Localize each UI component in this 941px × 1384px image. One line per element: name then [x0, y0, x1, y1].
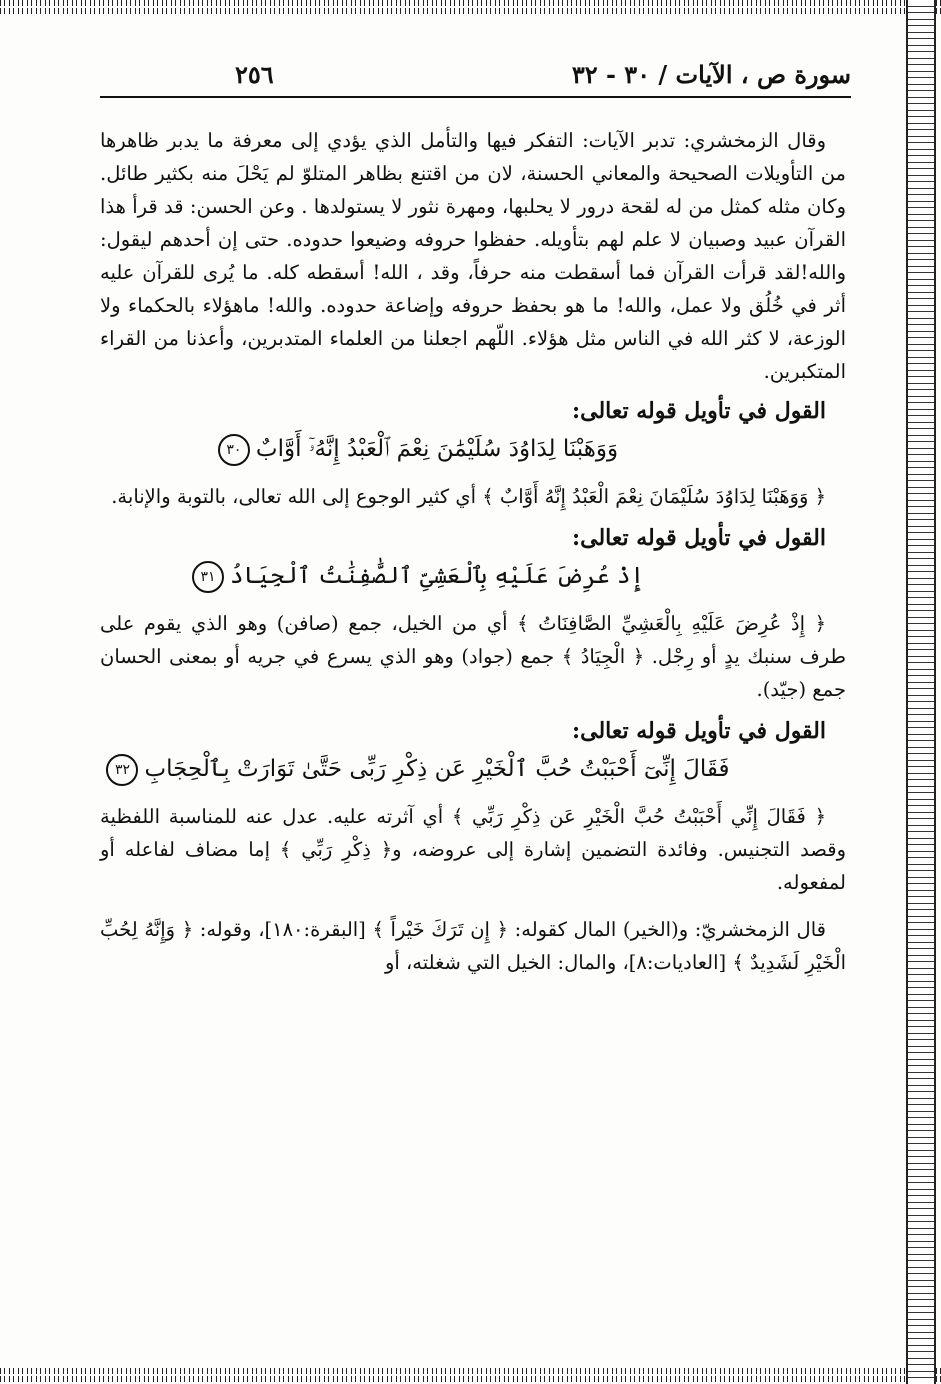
heading-verse-30: القول في تأويل قوله تعالى: — [572, 398, 826, 424]
top-ornamental-border — [0, 0, 941, 14]
verse-number-32-marker: ٣٢ — [106, 754, 138, 786]
header-title: سورة ص ، الآيات / ٣٠ - ٣٢ — [571, 60, 851, 89]
heading-verse-32: القول في تأويل قوله تعالى: — [572, 718, 826, 744]
running-header — [100, 54, 871, 94]
quran-verse-31 — [100, 561, 846, 593]
right-ornamental-border — [906, 0, 936, 1384]
paragraph-verse-32-commentary: ﴿ فَقَالَ إِنِّي أَحْبَبْتُ حُبَّ الْخَيْرِ عَن ذِكْرِ رَبِّي ﴾ أي آثرته عليه. عدل عنه للمناسبة اللفظية وقصد التجنيس. وفائدة التضمين إشارة إلى عروضه، و﴿ ذِكْرِ رَبِّي ﴾ إما مضاف لفاعله أو لمفعوله. — [100, 805, 846, 894]
paragraph-verse-31-commentary: ﴿ إِذْ عُرِضَ عَلَيْهِ بِالْعَشِيِّ الصَّافِنَاتُ ﴾ أي من الخيل، جمع (صافن) وهو الذي يقوم على طرف سنبك يدٍ أو رِجْل. ﴿ الْجِيَادُ ﴾ جمع (جواد) وهو الذي يسرع في جريه أو بمعنى الحسان جمع (جيّد). — [100, 612, 846, 701]
verse-30-text: وَوَهَبْنَا لِدَاوُدَ سُلَيْمَٰنَ نِعْمَ ٱلْعَبْدُ إِنَّهُۥٓ أَوَّابٌ — [255, 436, 619, 462]
paragraph-zamakhshari-tadabbur: وقال الزمخشري: تدبر الآيات: التفكر فيها والتأمل الذي يؤدي إلى معرفة ما يدبر ظاهرها من التأويلات الصحيحة والمعاني الحسنة، لان من اقتنع بظاهر المتلوّ لم يَحْلَ منه بكثير طائل. وكان مثله كمثل من له لقحة درور لا يحلبها، ومهرة نثور لا يستولدها . وعن الحسن: قد قرأ هذا القرآن عبيد وصبيان لا علم لهم بتأويله. حفظوا حروفه وضيعوا حدوده. حتى إن أحدهم ليقول: والله!لقد قرأت القرآن فما أسقطت منه حرفاً، وقد ، الله! أسقطه كله. ما يُرى للقرآن عليه أثر في خُلُق ولا عمل، والله! ما هو بحفظ حروفه وإضاعة حدوده. والله! ماهؤلاء بالحكماء ولا الوزعة، لا كثر الله في الناس مثل هؤلاء. اللّهم اجعلنا من العلماء المتدبرين، وأعذنا من القراء المتكبرين. — [100, 129, 846, 383]
paragraph-verse-30-commentary: ﴿ وَوَهَبْنَا لِدَاوُدَ سُلَيْمَانَ نِعْمَ الْعَبْدُ إِنَّهُ أَوَّابٌ ﴾ أي كثير الوجوع إلى الله تعالى، بالتوبة والإنابة. — [111, 485, 826, 508]
verse-31-text: إِذْ عُرِضَ عَلَيْهِ بِٱلْعَشِىِّ ٱلصَّٰفِنَٰتُ ٱلْجِيَادُ — [230, 563, 644, 589]
quran-verse-32 — [100, 754, 846, 786]
bottom-ornamental-border — [0, 1368, 941, 1382]
verse-32-text: فَقَالَ إِنِّىٓ أَحْبَبْتُ حُبَّ ٱلْخَيْرِ عَن ذِكْرِ رَبِّى حَتَّىٰ تَوَارَتْ بِٱلْحِجَابِ — [144, 756, 730, 782]
header-rule — [100, 96, 851, 98]
verse-number-31-marker: ٣١ — [192, 561, 224, 593]
page-body — [100, 124, 846, 979]
verse-number-30-marker: ٣٠ — [218, 434, 250, 466]
quran-verse-30 — [100, 434, 846, 466]
paragraph-zamakhshari-khayr: قال الزمخشريّ: و(الخير) المال كقوله: ﴿ إِن تَرَكَ خَيْراً ﴾ [البقرة:١٨٠]، وقوله: ﴿ وَإِنَّهُ لِحُبِّ الْخَيْرِ لَشَدِيدٌ ﴾ [العاديات:٨]، والمال: الخيل التي شغلته، أو — [100, 918, 846, 974]
page-number: ٢٥٦ — [235, 60, 274, 89]
heading-verse-31: القول في تأويل قوله تعالى: — [572, 525, 826, 551]
